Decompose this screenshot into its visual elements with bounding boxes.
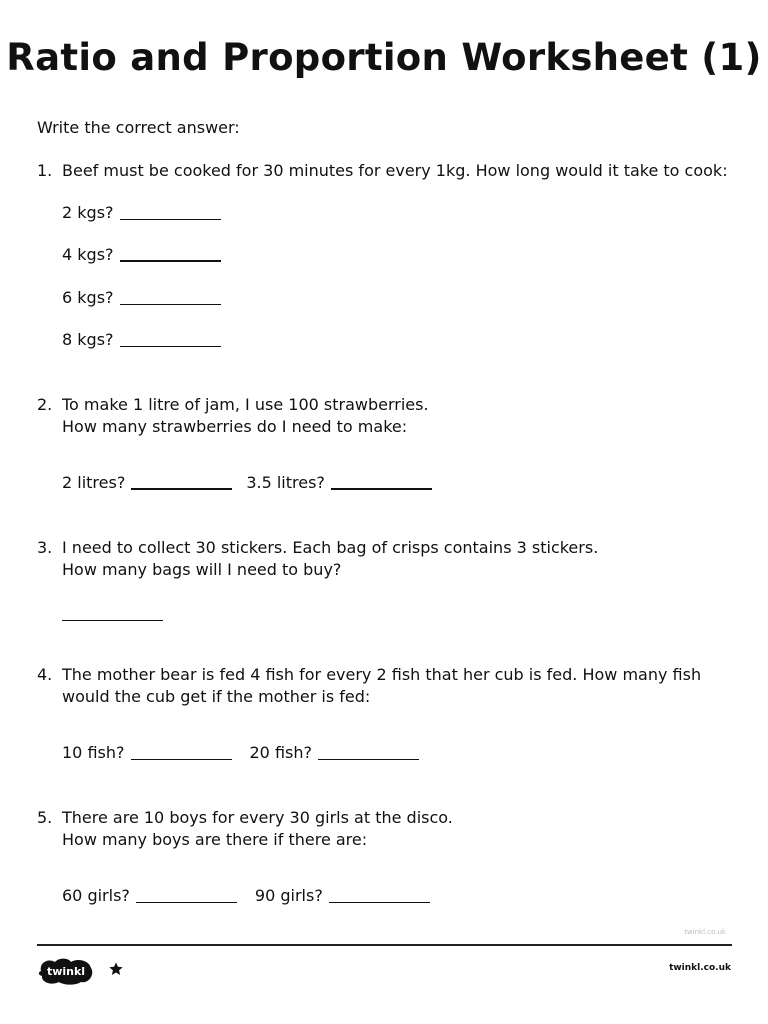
question-number: 2. (37, 395, 53, 414)
page-title: Ratio and Proportion Worksheet (1) (6, 36, 762, 79)
answer-label: 90 girls? (254, 886, 323, 905)
answer-label: 8 kgs? (62, 330, 114, 349)
answer-row (62, 604, 163, 623)
question-number: 1. (37, 161, 53, 180)
answer-label: 6 kgs? (62, 288, 114, 307)
answer-blank[interactable] (120, 303, 221, 305)
answer-label: 60 girls? (62, 886, 130, 905)
answer-row (62, 203, 221, 222)
answer-label: 2 litres? (62, 473, 126, 492)
question-number: 5. (37, 808, 53, 827)
question-text: There are 10 boys for every 30 girls at the disco. (62, 808, 453, 827)
answer-blank[interactable] (331, 487, 432, 490)
question-5 (37, 807, 453, 851)
answer-row (62, 473, 432, 492)
question-text: I need to collect 30 stickers. Each bag of crisps contains 3 stickers. (62, 538, 599, 557)
question-number: 3. (37, 538, 53, 557)
answer-blank[interactable] (131, 758, 232, 760)
answer-row (62, 245, 221, 264)
answer-label: 3.5 litres? (246, 473, 325, 492)
footer-site-link[interactable]: twinkl.co.uk (669, 963, 731, 973)
answer-blank[interactable] (131, 487, 232, 490)
answer-blank[interactable] (120, 345, 221, 347)
instruction: Write the correct answer: (37, 118, 240, 137)
star-icon (108, 961, 124, 977)
answer-blank[interactable] (318, 758, 419, 760)
answer-blank[interactable] (120, 218, 221, 220)
question-number: 4. (37, 665, 53, 684)
question-text: How many bags will I need to buy? (62, 560, 342, 579)
logo-text: twinkl (46, 965, 86, 978)
question-text: How many boys are there if there are: (62, 830, 368, 849)
answer-row (62, 288, 221, 307)
answer-label: 10 fish? (62, 743, 125, 762)
answer-label: 2 kgs? (62, 203, 114, 222)
question-1 (37, 160, 728, 182)
question-3 (37, 537, 598, 581)
question-4 (37, 664, 701, 708)
answer-blank[interactable] (120, 259, 221, 262)
answer-row (62, 886, 430, 905)
twinkl-logo-icon (37, 956, 95, 986)
answer-blank[interactable] (62, 619, 163, 621)
answer-label: 20 fish? (249, 743, 312, 762)
answer-row (62, 743, 419, 762)
question-text: The mother bear is fed 4 fish for every 2 fish that her cub is fed. How many fish (62, 665, 702, 684)
footer-small-credit: twinkl.co.uk (684, 928, 726, 936)
question-text: Beef must be cooked for 30 minutes for every 1kg. How long would it take to cook: (62, 161, 728, 180)
answer-blank[interactable] (329, 901, 430, 903)
answer-row (62, 330, 221, 349)
answer-label: 4 kgs? (62, 245, 114, 264)
footer-divider (37, 944, 732, 946)
question-2 (37, 394, 429, 438)
question-text: To make 1 litre of jam, I use 100 strawberries. (62, 395, 429, 414)
question-text: How many strawberries do I need to make: (62, 417, 408, 436)
answer-blank[interactable] (136, 901, 237, 903)
question-text: would the cub get if the mother is fed: (62, 687, 371, 706)
